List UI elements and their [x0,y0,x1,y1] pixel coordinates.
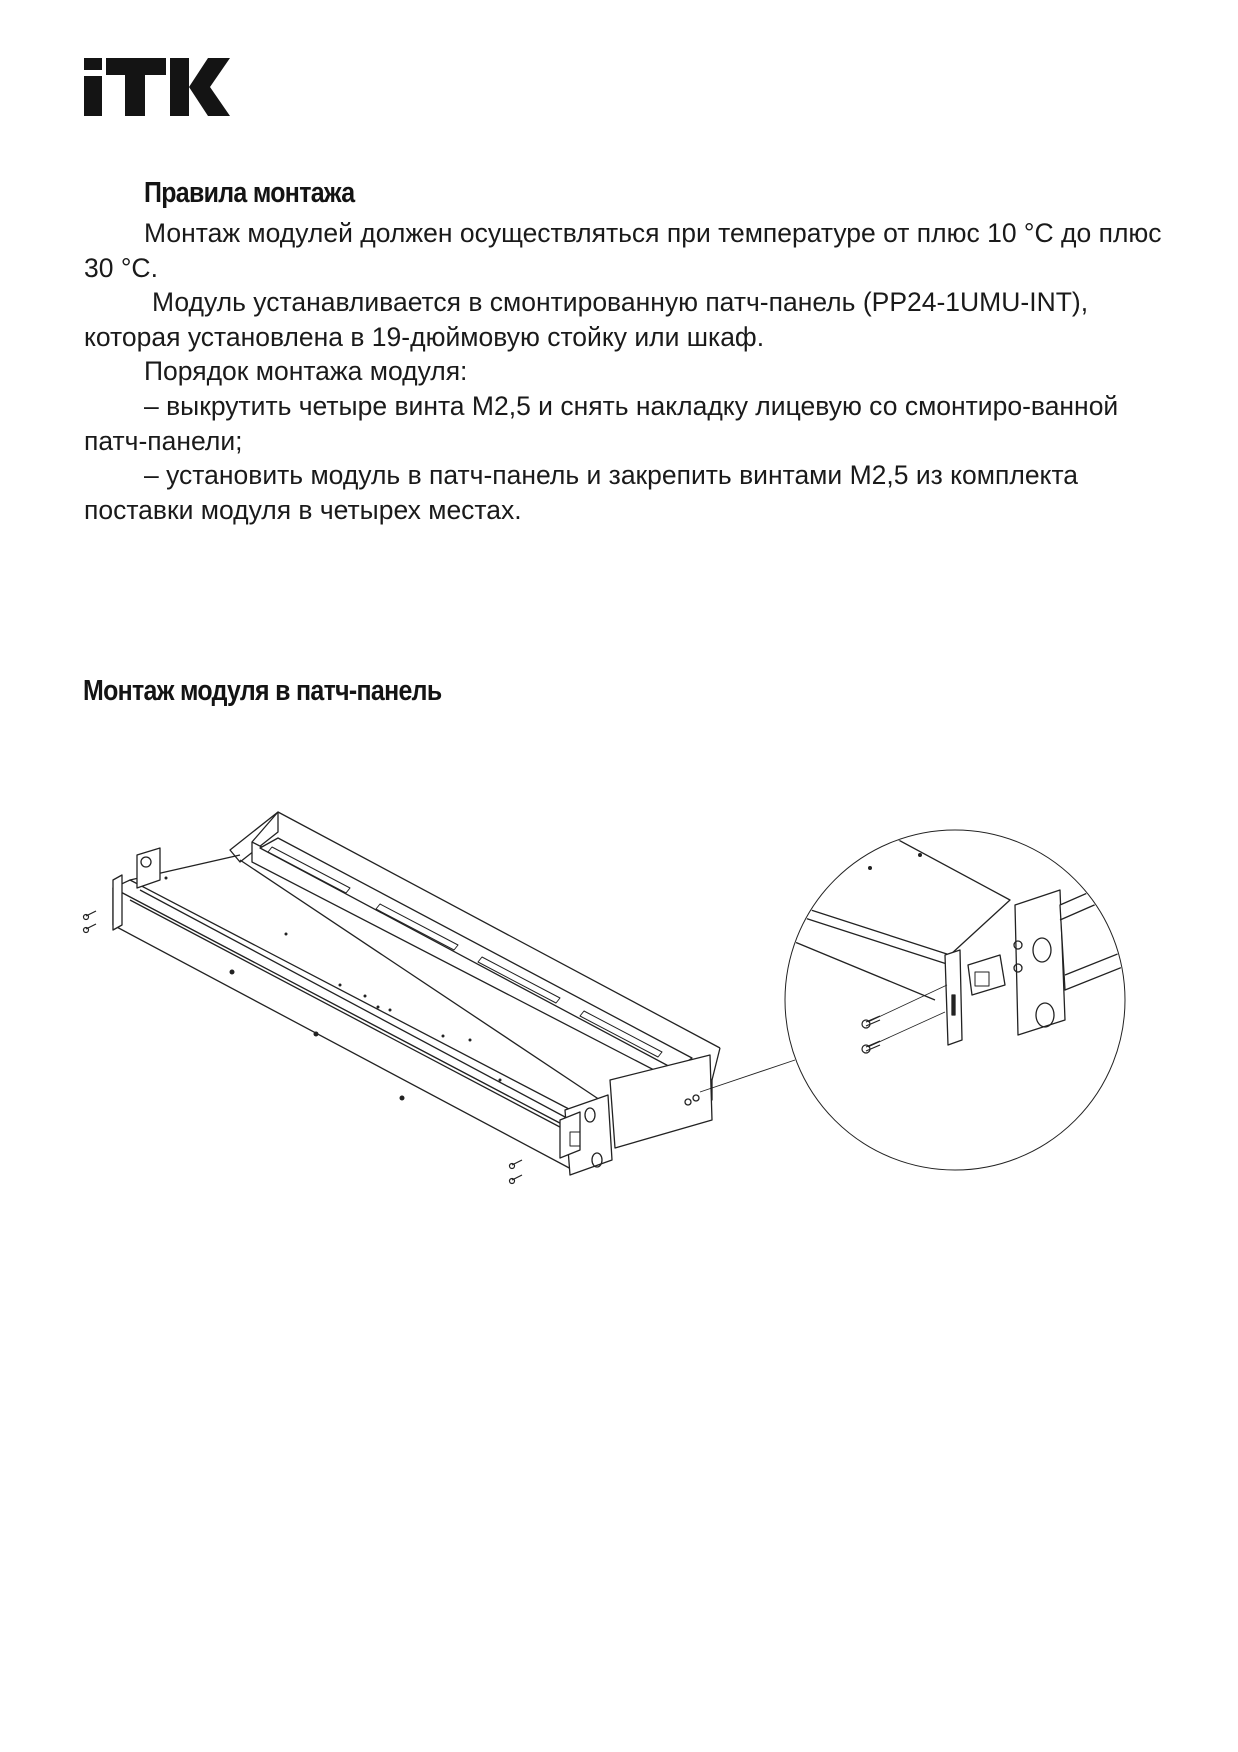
screw-icon [862,985,947,1053]
paragraph-procedure: Порядок монтажа модуля: [144,356,468,387]
detail-view-circle [780,830,1140,1170]
installation-rules-body [84,216,1164,527]
paragraph-step-2: – установить модуль в патч-панель и закрепить винтами М2,5 из комплекта поставки модуля в четырех местах. [84,460,1079,525]
itk-logo-icon [84,58,230,116]
paragraph-patch-panel: Модуль устанавливается в смонтированную патч-панель (PP24-1UMU-INT), которая установлена в 19-дюймовую стойку или шкаф. [84,287,1089,352]
section-title-installation-rules: Правила монтажа [144,177,355,209]
paragraph-temperature: Монтаж модулей должен осуществляться при температуре от плюс 10 °С до плюс 30 °С. [84,218,1162,283]
paragraph-step-1: – выкрутить четыре винта М2,5 и снять накладку лицевую со смонтиро-ванной патч-панели; [84,390,1119,456]
patch-panel-drawing [84,812,796,1184]
section-title-module-mounting: Монтаж модуля в патч-панель [83,675,442,707]
mounting-figure [0,780,1238,1200]
